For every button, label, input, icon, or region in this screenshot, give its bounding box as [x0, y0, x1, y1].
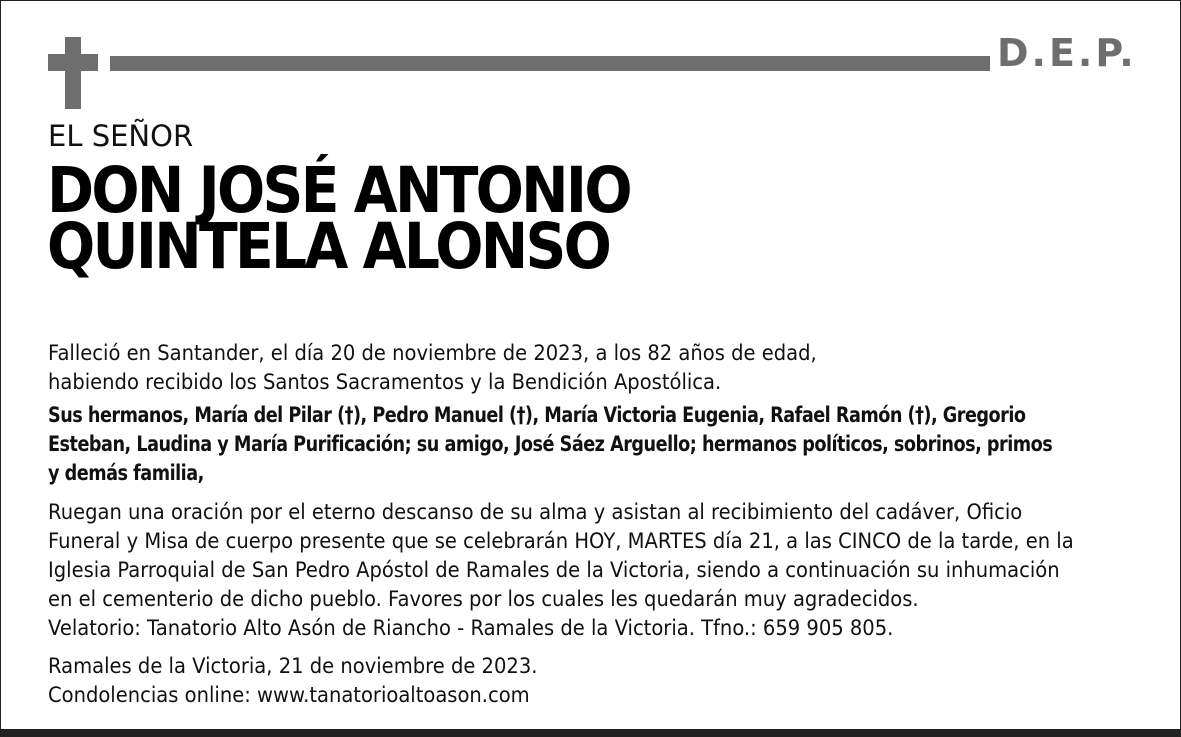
header-rule [110, 56, 990, 71]
text-line: y demás familia, [48, 461, 204, 485]
text-line: Velatorio: Tanatorio Alto Asón de Riancho - Ramales de la Victoria. Tfno.: 659 905 805. [48, 616, 894, 640]
cross-icon-bar [48, 54, 98, 71]
place-date: Ramales de la Victoria, 21 de noviembre de 2023. [48, 654, 538, 678]
service-details [48, 498, 1080, 643]
text-line: Ruegan una oración por el eterno descanso de su alma y asistan al recibimiento del cadáver, Oficio [48, 500, 1023, 524]
condolences-link: Condolencias online: www.tanatorioaltoason.com [48, 683, 530, 707]
dep-label: D.E.P. [997, 31, 1137, 75]
footer [48, 652, 1080, 710]
text-line: Esteban, Laudina y María Purificación; su amigo, José Sáez Arguello; hermanos políticos, sobrinos, primos [48, 432, 1053, 456]
deceased-name [47, 154, 630, 283]
text-line: habiendo recibido los Santos Sacramentos y la Bendición Apostólica. [48, 370, 722, 394]
family-list [48, 401, 1053, 488]
name-line: QUINTELA ALONSO [47, 210, 610, 283]
honorific: EL SEÑOR [48, 119, 194, 153]
text-line: Funeral y Misa de cuerpo presente que se celebrarán HOY, MARTES día 21, a las CINCO de la tarde, en la [48, 529, 1074, 553]
name-line: DON JOSÉ ANTONIO [47, 154, 630, 227]
text-line: Iglesia Parroquial de San Pedro Apóstol de Ramales de la Victoria, siendo a continuación su inhumación [48, 558, 1060, 582]
death-notice [48, 339, 1080, 397]
text-line: en el cementerio de dicho pueblo. Favores por los cuales les quedarán muy agradecidos. [48, 587, 919, 611]
text-line: Sus hermanos, María del Pilar (†), Pedro Manuel (†), María Victoria Eugenia, Rafael Ramón (†), Gregorio [48, 403, 1026, 427]
text-line: Falleció en Santander, el día 20 de noviembre de 2023, a los 82 años de edad, [48, 341, 817, 365]
cross-icon [65, 37, 81, 109]
